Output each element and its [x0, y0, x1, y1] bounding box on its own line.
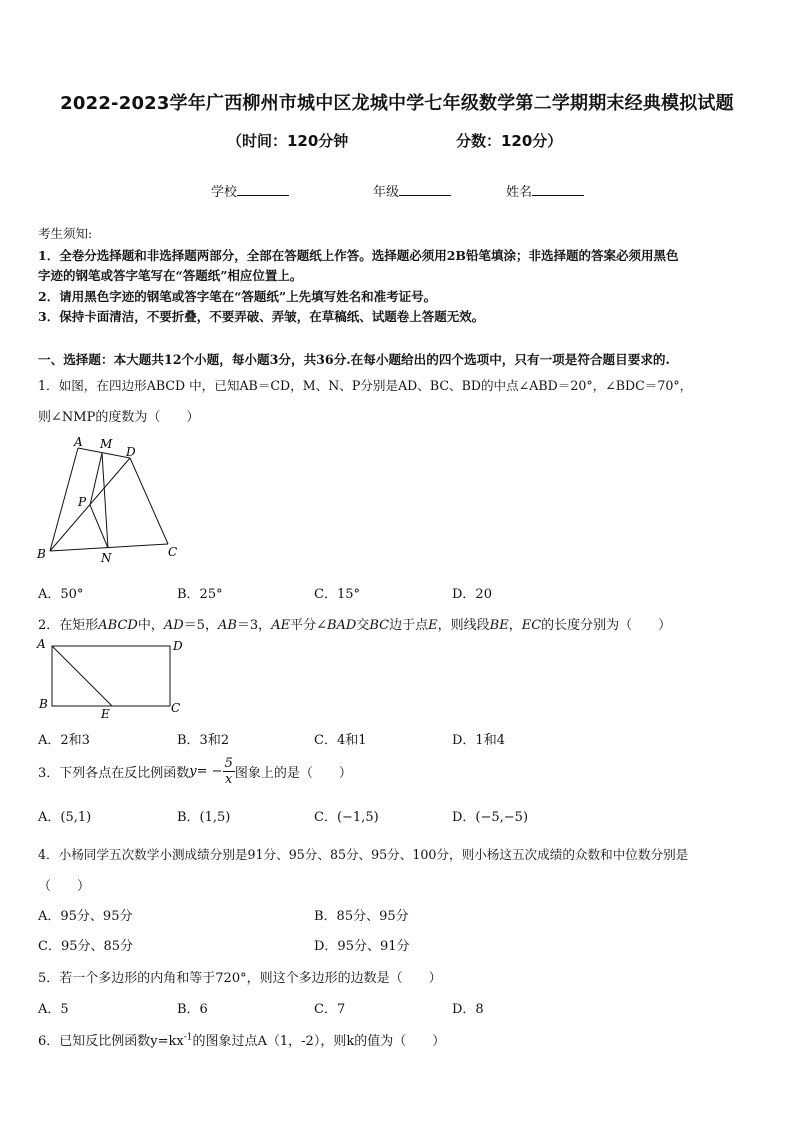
notice-item: 2．请用黑色字迹的钢笔或答字笔在“答题纸”上先填写姓名和准考证号。 — [38, 289, 437, 304]
q2-option-b[interactable]: B．3和2 — [177, 733, 230, 748]
q3-option-c[interactable]: C．(−1,5) — [314, 810, 379, 825]
name-blank[interactable] — [532, 183, 584, 196]
notice-item: 字迹的钢笔或答字笔写在“答题纸”相应位置上。 — [38, 268, 303, 283]
q4-stem-line1: 4．小杨同学五次数学小测成绩分别是91分、95分、85分、95分、100分，则小杨这五次成绩的众数和中位数分别是 — [38, 847, 689, 862]
q2-option-a[interactable]: A．2和3 — [38, 733, 90, 748]
q5-option-d[interactable]: D．8 — [452, 1002, 484, 1017]
notice-heading: 考生须知: — [38, 226, 93, 241]
q2-rectangle-figure — [34, 636, 194, 722]
q3-option-a[interactable]: A．(5,1) — [38, 810, 92, 825]
name-field — [506, 181, 584, 200]
q3-option-d[interactable]: D．(−5,−5) — [452, 810, 529, 825]
exam-score: 分数：120分） — [456, 132, 563, 150]
q5-stem: 5．若一个多边形的内角和等于720°，则这个多边形的边数是（ ） — [38, 971, 442, 986]
notice-item: 1．全卷分选择题和非选择题两部分，全部在答题纸上作答。选择题必须用2B铅笔填涂；非选择题的答案必须用黑色 — [38, 248, 679, 263]
q1-option-a[interactable]: A．50° — [38, 587, 84, 602]
q6-stem: 6．已知反比例函数$y=kx^{-1}$的图象过点A（1，-2），则k的值为（ ） — [38, 1032, 446, 1049]
label-b: B — [37, 547, 46, 561]
label-d: D — [126, 445, 136, 459]
school-blank[interactable] — [237, 183, 289, 196]
q2-option-c[interactable]: C．4和1 — [314, 733, 367, 748]
segment-ae — [52, 646, 112, 706]
school-label: 学校 — [211, 185, 238, 200]
grade-blank[interactable] — [399, 183, 451, 196]
fraction-5-over-x: $\frac{5}{x}$ — [224, 756, 233, 787]
q1-quadrilateral-figure — [34, 434, 184, 569]
rectangle-abcd — [52, 646, 170, 706]
label-a: A — [37, 637, 46, 651]
q4-option-a[interactable]: A．95分、95分 — [38, 909, 133, 924]
q2-stem: 2．在矩形ABCD中，AD＝5，AB＝3，AE平分∠BAD交BC边于点E，则线段BE，EC的长度分别为（ ） — [38, 618, 672, 633]
segment-dc — [130, 458, 168, 544]
q3-option-b[interactable]: B．(1,5) — [177, 810, 231, 825]
label-b: B — [39, 697, 48, 711]
q1-option-c[interactable]: C．15° — [314, 587, 360, 602]
label-a: A — [74, 435, 83, 449]
section-heading: 一、选择题：本大题共12个小题，每小题3分，共36分.在每小题给出的四个选项中，只有一项是符合题目要求的. — [38, 352, 670, 367]
q2-option-d[interactable]: D．1和4 — [452, 733, 505, 748]
label-c: C — [171, 701, 181, 715]
q5-option-b[interactable]: B．6 — [177, 1002, 208, 1017]
q1-stem-line2: 则∠NMP的度数为（ ） — [38, 410, 200, 425]
q5-option-c[interactable]: C．7 — [314, 1002, 346, 1017]
label-n: N — [101, 551, 112, 565]
label-p: P — [78, 495, 87, 509]
q4-option-b[interactable]: B．85分、95分 — [314, 909, 409, 924]
q1-stem-line1: 1．如图，在四边形ABCD 中，已知AB＝CD，M、N、P分别是AD、BC、BD的中点∠ABD＝20°，∠BDC＝70°， — [38, 378, 693, 393]
label-m: M — [100, 437, 113, 451]
q1-option-d[interactable]: D．20 — [452, 587, 492, 602]
page-title: 2022-2023学年广西柳州市城中区龙城中学七年级数学第二学期期末经典模拟试题 — [60, 93, 734, 114]
label-d: D — [173, 639, 183, 653]
q3-stem: 3．下列各点在反比例函数y= − $\frac{5}{x}$ 图象上的是（ ） — [38, 756, 352, 787]
segment-mn — [102, 453, 108, 548]
q5-option-a[interactable]: A．5 — [38, 1002, 69, 1017]
q4-option-c[interactable]: C．95分、85分 — [38, 939, 134, 954]
name-label: 姓名 — [506, 185, 533, 200]
label-c: C — [168, 545, 178, 559]
q1-option-b[interactable]: B．25° — [177, 587, 223, 602]
school-field — [211, 181, 289, 200]
label-e: E — [101, 707, 110, 721]
grade-field — [373, 181, 451, 200]
exam-time: （时间：120分钟 — [227, 132, 349, 150]
notice-item: 3．保持卡面清洁，不要折叠，不要弄破、弄皱，在草稿纸、试题卷上答题无效。 — [38, 309, 485, 324]
q4-stem-line2: （ ） — [38, 879, 91, 894]
segment-ab — [50, 448, 78, 551]
grade-label: 年级 — [373, 185, 400, 200]
segment-bc — [50, 544, 168, 551]
q4-option-d[interactable]: D．95分、91分 — [314, 939, 410, 954]
